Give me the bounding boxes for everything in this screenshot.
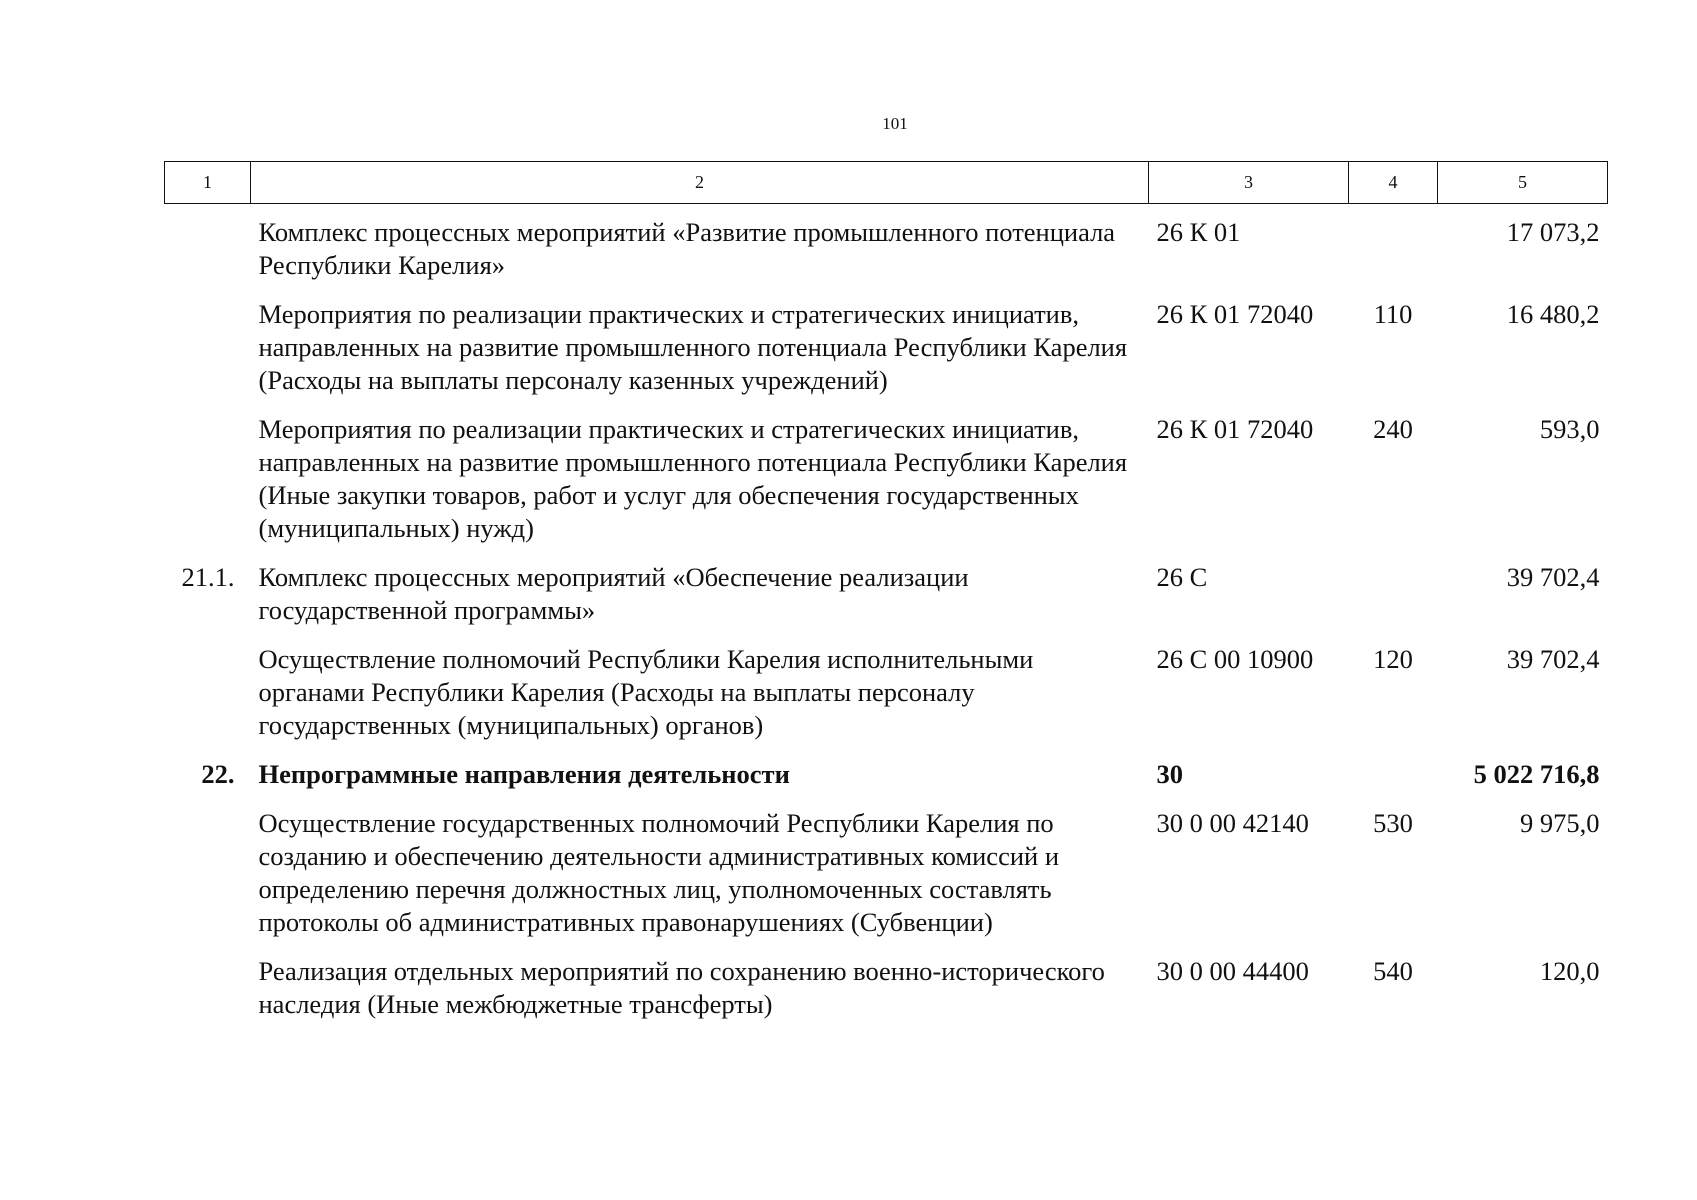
row-type — [1349, 545, 1438, 627]
budget-table — [164, 161, 1608, 1021]
row-number: 21.1. — [181, 562, 235, 592]
table-row — [165, 791, 1608, 939]
header-col-2: 2 — [251, 162, 1149, 204]
row-code: 30 0 00 42140 — [1156, 808, 1309, 838]
row-number — [165, 939, 251, 1021]
row-number: 22. — [201, 759, 235, 789]
row-number — [165, 791, 251, 939]
header-col-4: 4 — [1349, 162, 1438, 204]
row-name: Осуществление государственных полномочий Республики Карелия по созданию и обеспечению деятельности административных комиссий и определению перечня должностных лиц, уполномоченных составлять протоколы об административных правонарушениях (Субвенции) — [258, 808, 1059, 937]
row-name: Мероприятия по реализации практических и стратегических инициатив, направленных на развитие промышленного потенциала Республики Карелия (Иные закупки товаров, работ и услуг для обеспечения государственных (муниципальных) нужд) — [258, 414, 1128, 543]
row-code: 26 К 01 72040 — [1156, 414, 1314, 444]
row-number — [165, 397, 251, 545]
row-type: 540 — [1373, 956, 1413, 986]
header-row — [165, 162, 1608, 204]
row-name: Комплекс процессных мероприятий «Обеспечение реализации государственной программы» — [258, 562, 969, 625]
row-code: 26 К 01 — [1156, 217, 1241, 247]
row-name: Непрограммные направления деятельности — [258, 759, 790, 789]
row-name: Осуществление полномочий Республики Карелия исполнительными органами Республики Карелия (Расходы на выплаты персоналу государственных (муниципальных) органов) — [258, 644, 1034, 740]
row-amount: 39 702,4 — [1506, 562, 1600, 592]
row-name: Комплекс процессных мероприятий «Развитие промышленного потенциала Республики Карелия» — [258, 217, 1116, 280]
row-type: 530 — [1373, 808, 1413, 838]
row-amount: 5 022 716,8 — [1473, 759, 1600, 789]
row-code: 30 0 00 44400 — [1156, 956, 1309, 986]
row-number — [165, 627, 251, 742]
row-code: 26 С 00 10900 — [1156, 644, 1314, 674]
row-name: Мероприятия по реализации практических и стратегических инициатив, направленных на развитие промышленного потенциала Республики Карелия (Расходы на выплаты персоналу казенных учреждений) — [258, 299, 1128, 395]
row-type: 240 — [1373, 414, 1413, 444]
header-col-5: 5 — [1438, 162, 1608, 204]
table-row — [165, 545, 1608, 627]
table-row — [165, 939, 1608, 1021]
row-amount: 16 480,2 — [1506, 299, 1600, 329]
table-row — [165, 627, 1608, 742]
row-number — [165, 282, 251, 397]
row-amount: 9 975,0 — [1520, 808, 1600, 838]
row-type — [1349, 742, 1438, 791]
row-amount: 593,0 — [1539, 414, 1600, 444]
row-code: 30 — [1156, 759, 1183, 789]
row-type: 110 — [1373, 299, 1413, 329]
row-amount: 39 702,4 — [1506, 644, 1600, 674]
row-code: 26 К 01 72040 — [1156, 299, 1314, 329]
row-name: Реализация отдельных мероприятий по сохранению военно-исторического наследия (Иные межбюджетные трансферты) — [258, 956, 1105, 1019]
row-amount: 17 073,2 — [1506, 217, 1600, 247]
row-code: 26 С — [1156, 562, 1208, 592]
header-col-3: 3 — [1149, 162, 1349, 204]
table-row — [165, 397, 1608, 545]
table-row — [165, 204, 1608, 283]
table-row-section — [165, 742, 1608, 791]
row-type — [1349, 204, 1438, 283]
row-number — [165, 204, 251, 283]
row-type: 120 — [1373, 644, 1413, 674]
table-row — [165, 282, 1608, 397]
row-amount: 120,0 — [1539, 956, 1600, 986]
header-col-1: 1 — [165, 162, 251, 204]
table-header — [165, 162, 1608, 204]
table-body — [165, 204, 1608, 1022]
page-number: 101 — [882, 114, 908, 133]
